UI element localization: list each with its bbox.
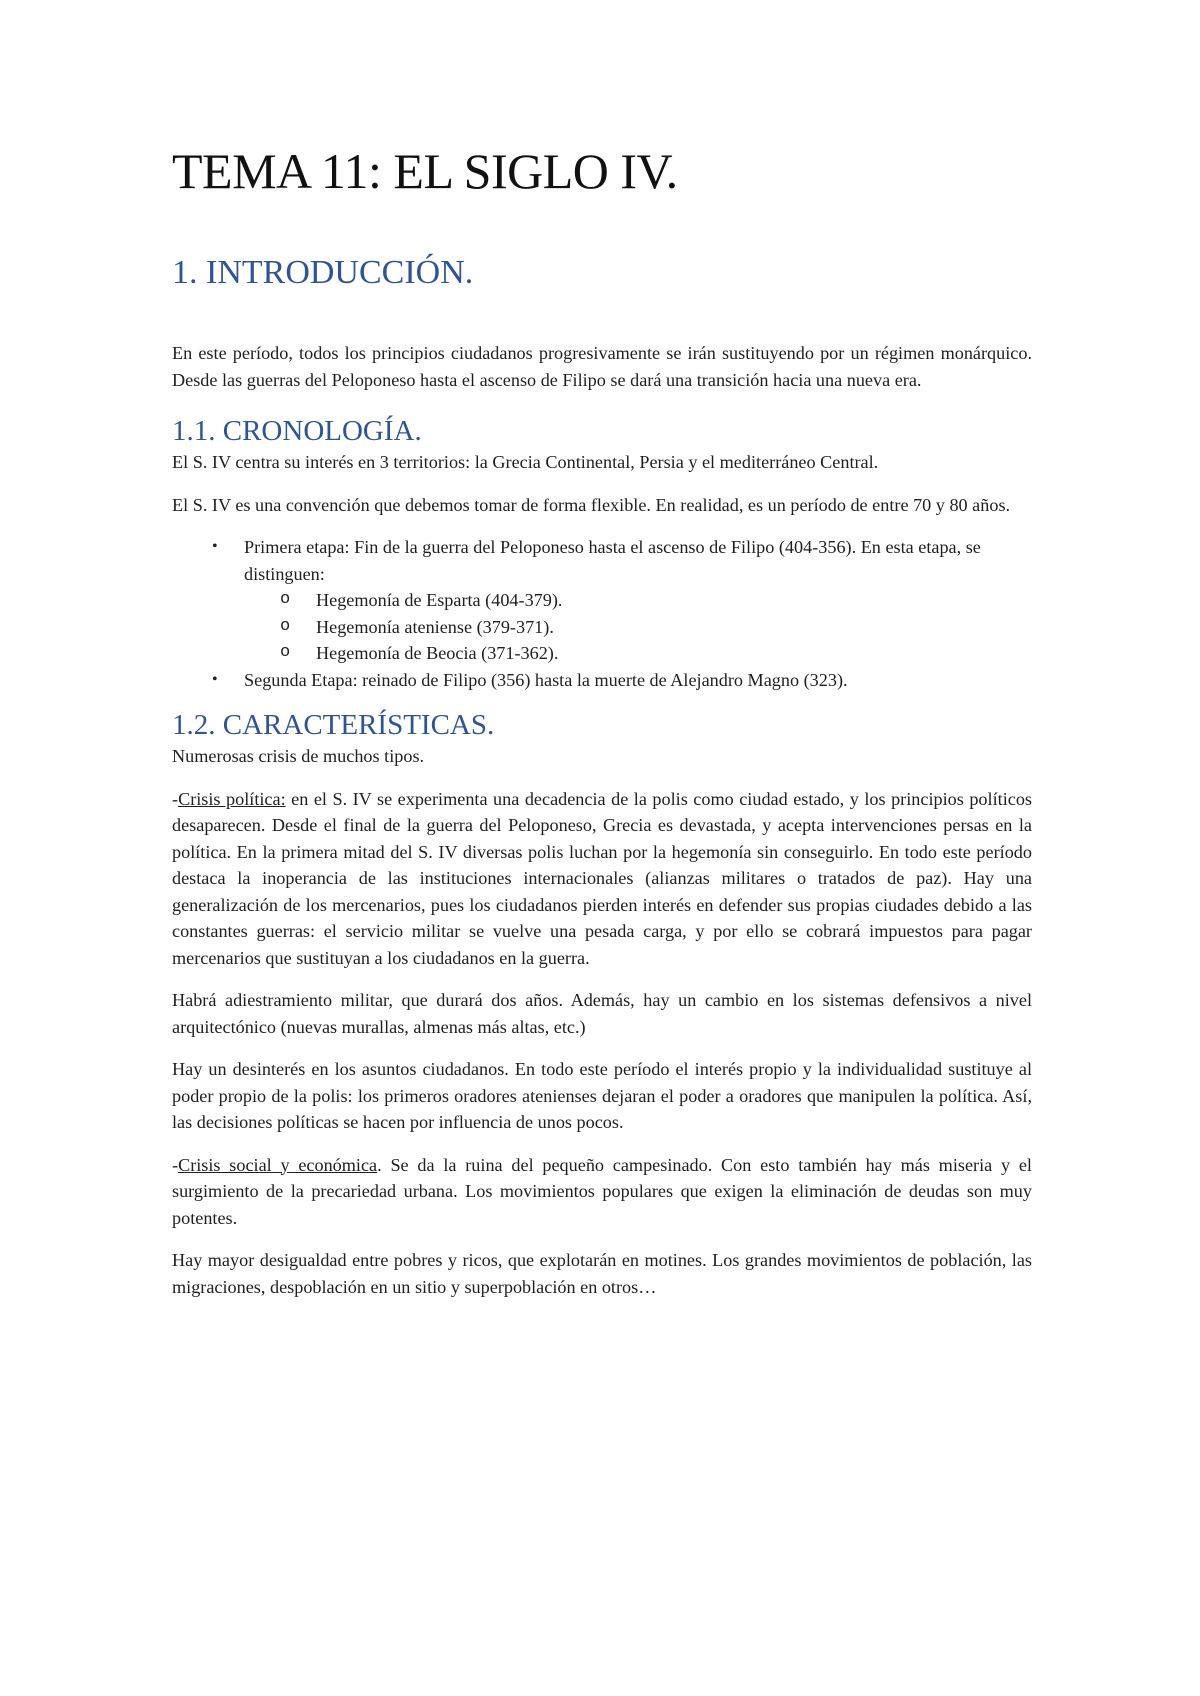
list-item-primera-etapa xyxy=(172,534,1032,667)
list-item-text: Primera etapa: Fin de la guerra del Peloponeso hasta el ascenso de Filipo (404-356). En esta etapa, se distinguen: xyxy=(244,537,981,584)
document-title: TEMA 11: EL SIGLO IV. xyxy=(172,143,678,199)
crisis-social-label: Crisis social y económica xyxy=(178,1154,378,1175)
dash-prefix: - xyxy=(172,788,179,809)
sublist-item xyxy=(244,587,1032,614)
paragraph-convencion: El S. IV es una convención que debemos tomar de forma flexible. En realidad, es un período de entre 70 y 80 años. xyxy=(172,494,1011,515)
section-heading-introduccion: 1. INTRODUCCIÓN. xyxy=(172,254,474,291)
crisis-politica-text: en el S. IV se experimenta una decadencia de la polis como ciudad estado, y los principios políticos desaparecen. Desde el final de la guerra del Peloponeso, Grecia es devastada, y acepta intervenciones persas en la política. En la primera mitad del S. IV diversas polis luchan por la hegemonía sin conseguirlo. En todo este período destaca la inoperancia de las instituciones internacionales (alianzas militares o tratados de paz). Hay una generalización de los mercenarios, pues los ciudadanos pierden interés en defender sus propias ciudades debido a las constantes guerras: el servicio militar se vuelve una pesada carga, y por ello se cobrará impuestos para pagar mercenarios que sustituyan a los ciudadanos en la guerra. xyxy=(172,788,1032,968)
dash-prefix: - xyxy=(172,1154,179,1175)
list-item-segunda-etapa xyxy=(172,667,1032,694)
section-heading-caracteristicas: 1.2. CARACTERÍSTICAS. xyxy=(172,709,495,741)
crisis-social-text: . Se da la ruina del pequeño campesinado. Con esto también hay más miseria y el surgimiento de la precariedad urbana. Los movimientos populares que exigen la eliminación de deudas son muy potentes. xyxy=(172,1154,1032,1228)
sub-bullet-icon: o xyxy=(280,616,291,636)
etapas-list xyxy=(172,534,1032,693)
paragraph-crisis-politica xyxy=(172,786,1032,972)
hegemonias-sublist xyxy=(244,587,1032,667)
paragraph-adiestramiento: Habrá adiestramiento militar, que durará dos años. Además, hay un cambio en los sistemas defensivos a nivel arquitectónico (nuevas murallas, almenas más altas, etc.) xyxy=(172,990,1032,1037)
sublist-item xyxy=(244,640,1032,667)
sublist-item xyxy=(244,614,1032,641)
paragraph-desigualdad: Hay mayor desigualdad entre pobres y ricos, que explotarán en motines. Los grandes movimientos de población, las migraciones, despoblación en un sitio y superpoblación en otros… xyxy=(172,1250,1032,1297)
sublist-item-text: Hegemonía de Beocia (371-362). xyxy=(316,643,559,663)
sub-bullet-icon: o xyxy=(280,590,291,609)
paragraph-numerosas-crisis: Numerosas crisis de muchos tipos. xyxy=(172,746,425,766)
crisis-politica-label: Crisis política: xyxy=(178,788,286,809)
paragraph-territorios: El S. IV centra su interés en 3 territorios: la Grecia Continental, Persia y el mediterráneo Central. xyxy=(172,452,879,472)
paragraph-crisis-social xyxy=(172,1152,1032,1232)
bullet-icon: • xyxy=(212,538,218,555)
sublist-item-text: Hegemonía de Esparta (404-379). xyxy=(316,590,563,610)
section-heading-cronologia: 1.1. CRONOLOGÍA. xyxy=(172,415,422,447)
paragraph-desinteres: Hay un desinterés en los asuntos ciudadanos. En todo este período el interés propio y la individualidad sustituye al poder propio de la polis: los primeros oradores atenienses dejaran el poder a oradores que manipulen la política. Así, las decisiones políticas se hacen por influencia de unos pocos. xyxy=(172,1059,1032,1132)
sublist-item-text: Hegemonía ateniense (379-371). xyxy=(316,616,554,637)
document-body xyxy=(172,140,1032,1300)
list-item-text: Segunda Etapa: reinado de Filipo (356) hasta la muerte de Alejandro Magno (323). xyxy=(244,669,848,690)
bullet-icon: • xyxy=(212,670,218,688)
sub-bullet-icon: o xyxy=(280,643,291,662)
paragraph-introduccion: En este período, todos los principios ciudadanos progresivamente se irán sustituyendo por un régimen monárquico. Desde las guerras del Peloponeso hasta el ascenso de Filipo se dará una transición hacia una nueva era. xyxy=(172,343,1032,390)
